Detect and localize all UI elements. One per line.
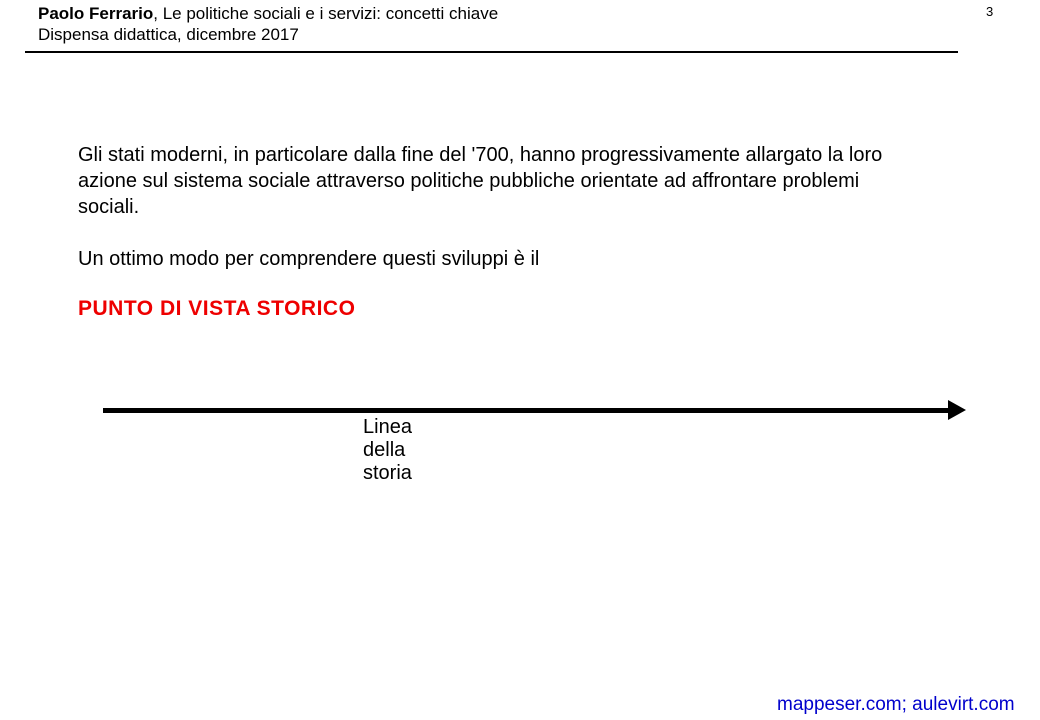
header-title (38, 3, 498, 24)
header-author: Paolo Ferrario (38, 4, 154, 23)
header-divider (25, 51, 958, 53)
timeline-arrow-shaft (103, 408, 948, 413)
footer-links[interactable]: mappeser.com; aulevirt.com (777, 694, 1015, 715)
timeline-arrowhead-icon (948, 400, 966, 420)
timeline-label: Linea della storia (363, 416, 412, 484)
section-heading: PUNTO DI VISTA STORICO (78, 297, 356, 320)
header-subtitle: Dispensa didattica, dicembre 2017 (38, 25, 299, 44)
paragraph-lead-in: Un ottimo modo per comprendere questi sviluppi è il (78, 248, 540, 270)
header-title-rest: , Le politiche sociali e i servizi: concetti chiave (153, 4, 499, 23)
paragraph-intro: Gli stati moderni, in particolare dalla fine del '700, hanno progressivamente allargato la loro azione sul sistema sociale attraverso politiche pubbliche orientate ad affrontare problemi sociali. (78, 144, 883, 218)
page-header (38, 3, 498, 45)
page-number: 3 (986, 4, 994, 19)
